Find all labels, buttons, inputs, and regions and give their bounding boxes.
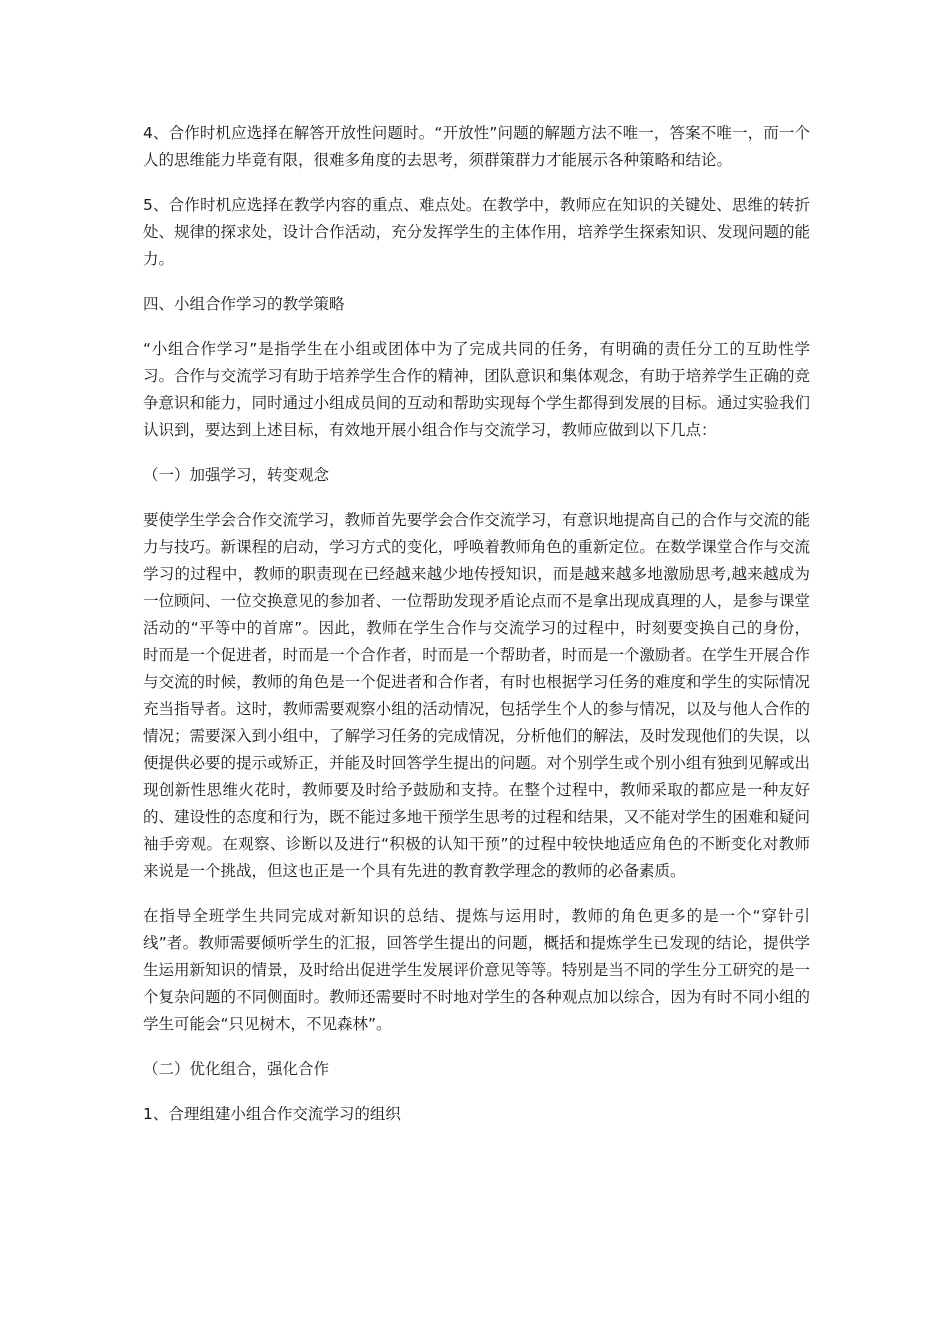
paragraph-teacher-role: 要使学生学会合作交流学习，教师首先要学会合作交流学习，有意识地提高自己的合作与交流的能力与技巧。新课程的启动，学习方式的变化，呼唤着教师角色的重新定位。在数学课堂合作与交流学习的过程中，教师的职责现在已经越来越少地传授知识，而是越来越多地激励思考,越来越成为一位顾问、一位交换意见的参加者、一位帮助发现矛盾论点而不是拿出现成真理的人，是参与课堂活动的“平等中的首席”。因此，教师在学生合作与交流学习的过程中，时刻要变换自己的身份，时而是一个促进者，时而是一个合作者，时而是一个帮助者，时而是一个激励者。在学生开展合作与交流的时候，教师的角色是一个促进者和合作者，有时也根据学习任务的难度和学生的实际情况充当指导者。这时，教师需要观察小组的活动情况，包括学生个人的参与情况，以及与他人合作的情况；需要深入到小组中，了解学习任务的完成情况，分析他们的解法，及时发现他们的失误，以便提供必要的提示或矫正，并能及时回答学生提出的问题。对个别学生或个别小组有独到见解或出现创新性思维火花时，教师要及时给予鼓励和支持。在整个过程中，教师采取的都应是一种友好的、建设性的态度和行为，既不能过多地干预学生思考的过程和结果，又不能对学生的困难和疑问袖手旁观。在观察、诊断以及进行“积极的认知干预”的过程中较快地适应角色的不断变化对教师来说是一个挑战，但这也正是一个具有先进的教育教学理念的教师的必备素质。 [143, 511, 810, 880]
subsection-heading-1: （一）加强学习，转变观念 [143, 466, 330, 484]
item-heading-1: 1、合理组建小组合作交流学习的组织 [143, 1105, 401, 1123]
paragraph-5-key-points: 5、合作时机应选择在教学内容的重点、难点处。在教学中，教师应在知识的关键处、思维的转折处、规律的探求处，设计合作活动，充分发挥学生的主体作用，培养学生探索知识、发现问题的能力。 [143, 196, 810, 268]
paragraph-guidance: 在指导全班学生共同完成对新知识的总结、提炼与运用时，教师的角色更多的是一个“穿针引线”者。教师需要倾听学生的汇报，回答学生提出的问题，概括和提炼学生已发现的结论，提供学生运用新知识的情景，及时给出促进学生发展评价意见等等。特别是当不同的学生分工研究的是一个复杂问题的不同侧面时。教师还需要时不时地对学生的各种观点加以综合，因为有时不同小组的学生可能会“只见树木，不见森林”。 [143, 907, 810, 1033]
paragraph-group-learning-definition: “小组合作学习”是指学生在小组或团体中为了完成共同的任务，有明确的责任分工的互助性学习。合作与交流学习有助于培养学生合作的精神，团队意识和集体观念，有助于培养学生正确的竞争意识和能力，同时通过小组成员间的互动和帮助实现每个学生都得到发展的目标。通过实验我们认识到，要达到上述目标，有效地开展小组合作与交流学习，教师应做到以下几点： [143, 340, 810, 439]
subsection-heading-2: （二）优化组合，强化合作 [143, 1060, 330, 1078]
document-page [143, 120, 810, 1146]
paragraph-4-open-questions: 4、合作时机应选择在解答开放性问题时。“开放性”问题的解题方法不唯一，答案不唯一，而一个人的思维能力毕竟有限，很难多角度的去思考，须群策群力才能展示各种策略和结论。 [143, 124, 810, 169]
section-heading-4: 四、小组合作学习的教学策略 [143, 295, 345, 313]
